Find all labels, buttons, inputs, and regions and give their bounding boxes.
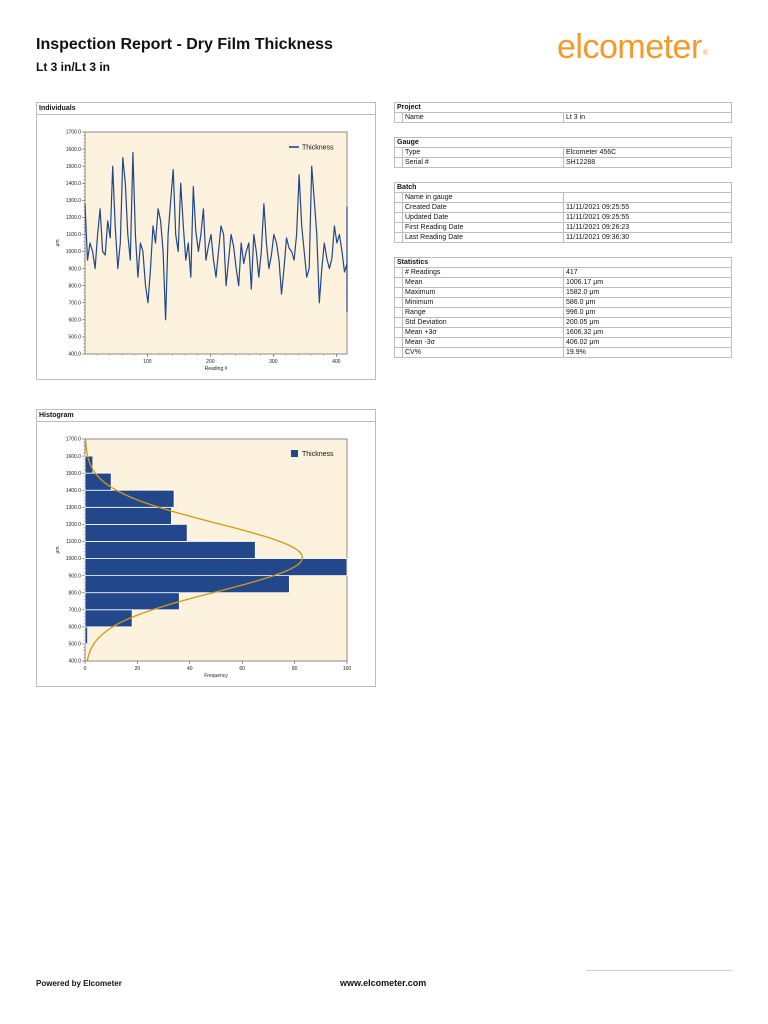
y-tick-label: 700.0: [68, 607, 81, 614]
histogram-bar: [85, 490, 174, 507]
table-row: [395, 213, 732, 223]
x-axis-label: Reading #: [204, 366, 228, 372]
x-tick-label: 0: [83, 666, 87, 672]
y-tick-label: 800.0: [68, 590, 81, 597]
individuals-panel: [36, 102, 376, 380]
individuals-chart: [37, 115, 375, 380]
x-tick-label: 100: [143, 359, 152, 365]
project-title: Project: [395, 103, 732, 113]
stat-label: Mean: [403, 278, 564, 288]
y-tick-label: 900.0: [68, 266, 81, 273]
y-tick-label: 1400.0: [65, 180, 81, 187]
y-tick-label: 400.0: [68, 351, 81, 358]
table-row: [395, 113, 732, 123]
batch-name-label: Name in gauge: [403, 193, 564, 203]
y-tick-label: 1300.0: [65, 505, 81, 512]
x-tick-label: 200: [206, 359, 215, 365]
table-row: [395, 338, 732, 348]
table-row: [395, 233, 732, 243]
gauge-serial-value: SH12288: [564, 158, 732, 168]
legend-label: Thickness: [302, 451, 334, 458]
legend-square-swatch: [291, 450, 298, 457]
stat-label: Mean +3σ: [403, 328, 564, 338]
table-row: [395, 308, 732, 318]
y-tick-label: 800.0: [68, 283, 81, 290]
y-tick-label: 400.0: [68, 658, 81, 665]
table-row: [395, 328, 732, 338]
y-axis-label: μm: [55, 239, 61, 247]
y-tick-label: 1300.0: [65, 198, 81, 205]
batch-created-label: Created Date: [403, 203, 564, 213]
table-row: [395, 348, 732, 358]
y-axis-label: μm: [55, 546, 61, 554]
individuals-panel-title: Individuals: [37, 103, 375, 115]
y-tick-label: 1000.0: [65, 249, 81, 256]
histogram-bar: [85, 559, 347, 576]
table-row: [395, 288, 732, 298]
histogram-bar: [85, 610, 132, 627]
gauge-title: Gauge: [395, 138, 732, 148]
project-name-label: Name: [403, 113, 564, 123]
stat-value: 1006.17 μm: [564, 278, 732, 288]
batch-last-label: Last Reading Date: [403, 233, 564, 243]
report-subtitle: Lt 3 in/Lt 3 in: [36, 60, 110, 74]
table-row: [395, 193, 732, 203]
x-tick-label: 20: [134, 666, 141, 672]
table-row: [395, 298, 732, 308]
x-tick-label: 300: [269, 359, 278, 365]
stat-value: 996.0 μm: [564, 308, 732, 318]
y-tick-label: 500.0: [68, 641, 81, 648]
stat-value: 19.9%: [564, 348, 732, 358]
batch-last-value: 11/11/2021 09:36:30: [564, 233, 732, 243]
footer-divider: [586, 970, 732, 971]
batch-updated-label: Updated Date: [403, 213, 564, 223]
batch-first-label: First Reading Date: [403, 223, 564, 233]
batch-created-value: 11/11/2021 09:25:55: [564, 203, 732, 213]
histogram-bar: [85, 541, 255, 558]
batch-table: [394, 182, 732, 243]
gauge-serial-label: Serial #: [403, 158, 564, 168]
batch-title: Batch: [395, 183, 732, 193]
table-row: [395, 223, 732, 233]
histogram-panel-title: Histogram: [37, 410, 375, 422]
stat-label: Minimum: [403, 298, 564, 308]
footer-website-link[interactable]: www.elcometer.com: [340, 978, 427, 988]
stat-label: Range: [403, 308, 564, 318]
stat-label: # Readings: [403, 268, 564, 278]
y-tick-label: 1700.0: [65, 436, 81, 443]
y-tick-label: 1200.0: [65, 522, 81, 529]
y-tick-label: 1200.0: [65, 215, 81, 222]
stat-label: Std Deviation: [403, 318, 564, 328]
x-tick-label: 40: [187, 666, 193, 672]
y-tick-label: 1100.0: [66, 539, 81, 546]
x-tick-label: 100: [342, 666, 352, 672]
y-tick-label: 600.0: [68, 624, 81, 631]
y-tick-label: 1600.0: [65, 453, 81, 460]
gauge-table: [394, 137, 732, 168]
gauge-type-value: Elcometer 456C: [564, 148, 732, 158]
stat-label: CV%: [403, 348, 564, 358]
histogram-chart: [37, 422, 375, 687]
table-row: [395, 148, 732, 158]
stat-value: 586.0 μm: [564, 298, 732, 308]
project-name-value: Lt 3 in: [564, 113, 732, 123]
report-title: Inspection Report - Dry Film Thickness: [36, 36, 333, 53]
logo-text: elcometer: [557, 28, 702, 66]
statistics-table: [394, 257, 732, 358]
y-tick-label: 1600.0: [65, 146, 81, 153]
stat-value: 1582.0 μm: [564, 288, 732, 298]
y-tick-label: 1400.0: [65, 487, 81, 494]
y-tick-label: 600.0: [68, 317, 81, 324]
stat-value: 200.05 μm: [564, 318, 732, 328]
histogram-panel: [36, 409, 376, 687]
batch-first-value: 11/11/2021 09:26:23: [564, 223, 732, 233]
histogram-bar: [85, 593, 179, 610]
y-tick-label: 1500.0: [65, 470, 81, 477]
histogram-bar: [85, 576, 289, 593]
histogram-bar: [85, 627, 88, 644]
stat-value: 1606.32 μm: [564, 328, 732, 338]
table-row: [395, 318, 732, 328]
y-tick-label: 1000.0: [65, 556, 81, 563]
stat-label: Maximum: [403, 288, 564, 298]
y-tick-label: 900.0: [68, 573, 81, 580]
batch-updated-value: 11/11/2021 09:25:55: [564, 213, 732, 223]
table-row: [395, 278, 732, 288]
statistics-title: Statistics: [395, 258, 732, 268]
y-tick-label: 1100.0: [66, 232, 81, 239]
histogram-bar: [85, 507, 171, 524]
project-table: [394, 102, 732, 123]
y-tick-label: 700.0: [68, 300, 81, 307]
stat-label: Mean -3σ: [403, 338, 564, 348]
stat-value: 417: [564, 268, 732, 278]
y-tick-label: 500.0: [68, 334, 81, 341]
table-row: [395, 158, 732, 168]
table-row: [395, 203, 732, 213]
x-tick-label: 60: [239, 666, 245, 672]
elcometer-logo: [557, 28, 706, 67]
y-tick-label: 1700.0: [65, 129, 81, 136]
stat-value: 406.02 μm: [564, 338, 732, 348]
x-tick-label: 400: [332, 359, 341, 365]
legend-label: Thickness: [302, 144, 334, 152]
batch-name-value: [564, 193, 732, 203]
registered-mark: ®: [702, 50, 708, 57]
x-axis-label: Frequency: [204, 673, 228, 679]
footer-powered-by: Powered by Elcometer: [36, 979, 122, 988]
y-tick-label: 1500.0: [65, 163, 81, 170]
plot-area: [85, 132, 347, 354]
histogram-bar: [85, 524, 187, 541]
gauge-type-label: Type: [403, 148, 564, 158]
table-row: [395, 268, 732, 278]
x-tick-label: 80: [291, 666, 298, 672]
